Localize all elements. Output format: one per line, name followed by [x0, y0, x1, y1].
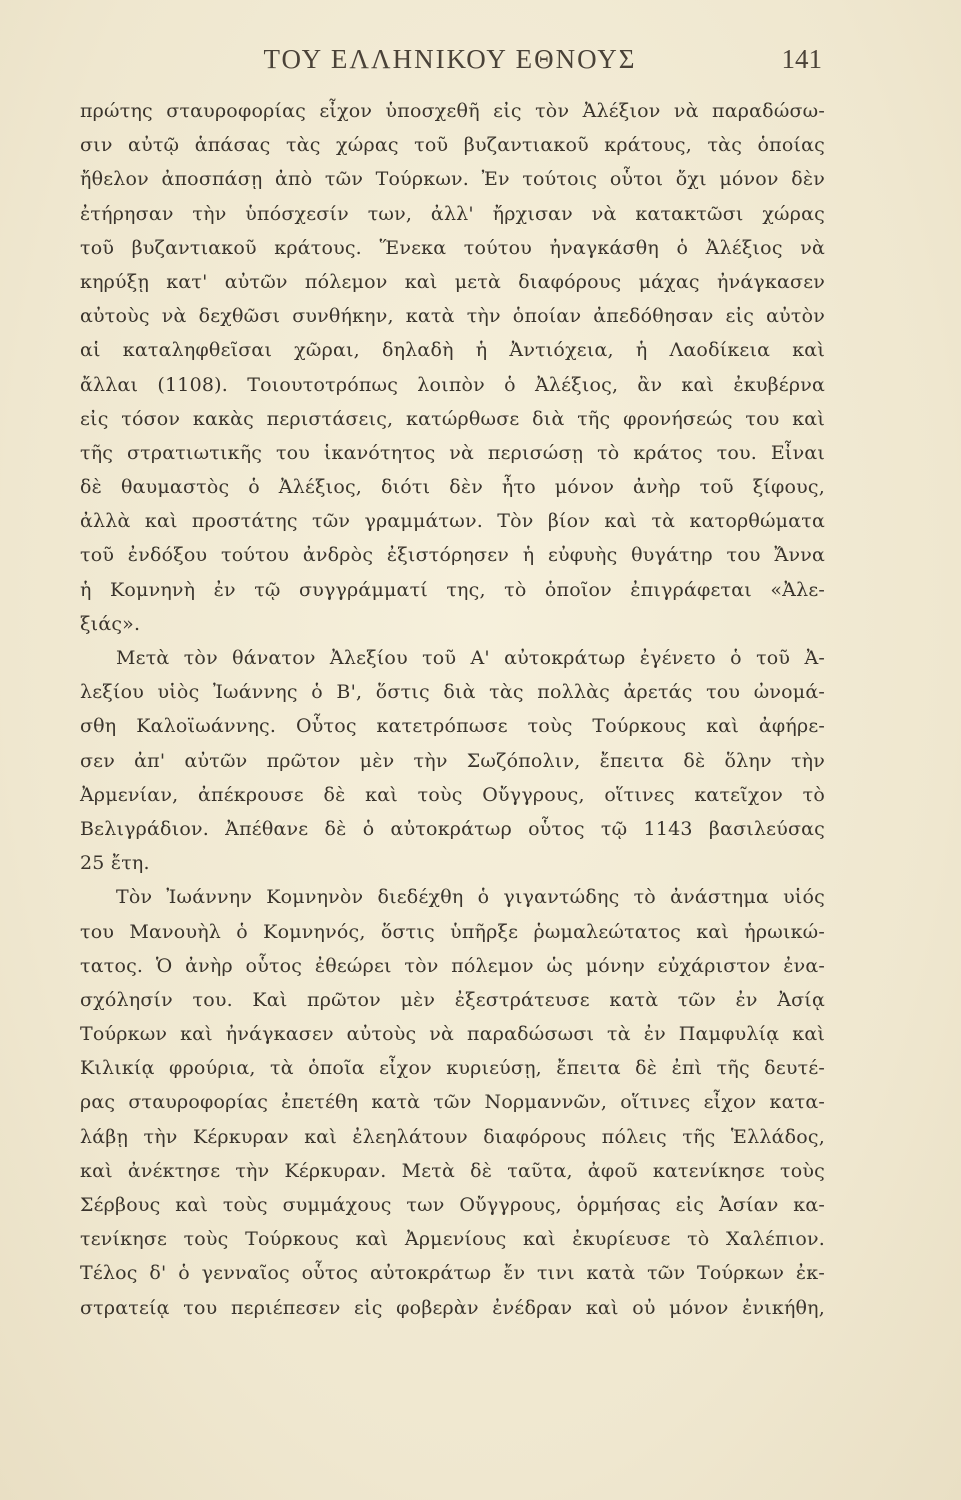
- text-line: ἐτήρησαν τὴν ὑπόσχεσίν των, ἀλλ' ἤρχισαν νὰ κατακτῶσι χώρας: [80, 202, 825, 225]
- text-line: δὲ θαυμαστὸς ὁ Ἀλέξιος, διότι δὲν ἦτο μόνον ἀνὴρ τοῦ ξίφους,: [80, 476, 825, 499]
- text-line: πρώτης σταυροφορίας εἶχον ὑποσχεθῆ εἰς τὸν Ἀλέξιον νὰ παραδώσω-: [80, 100, 825, 122]
- text-line: ρας σταυροφορίας ἐπετέθη κατὰ τῶν Νορμαννῶν, οἵτινες εἶχον κατα-: [80, 1091, 825, 1114]
- text-line: εἰς τόσον κακὰς περιστάσεις, κατώρθωσε διὰ τῆς φρονήσεώς του καὶ: [80, 407, 825, 430]
- text-line: σεν ἀπ' αὐτῶν πρῶτον μὲν τὴν Σωζόπολιν, ἔπειτα δὲ ὅλην τὴν: [80, 749, 825, 772]
- text-line: Σέρβους καὶ τοὺς συμμάχους των Οὔγγρους, ὁρμήσας εἰς Ἀσίαν κα-: [80, 1194, 825, 1216]
- text-line: τοῦ βυζαντιακοῦ κράτους. Ἕνεκα τούτου ἠναγκάσθη ὁ Ἀλέξιος νὰ: [80, 236, 825, 259]
- body-text: [80, 94, 825, 1325]
- text-line: αἱ καταληφθεῖσαι χῶραι, δηλαδὴ ἡ Ἀντιόχεια, ἡ Λαοδίκεια καὶ: [80, 339, 825, 362]
- text-line: ἄλλαι (1108). Τοιουτοτρόπως λοιπὸν ὁ Ἀλέξιος, ἂν καὶ ἐκυβέρνα: [80, 373, 825, 396]
- text-line: αὐτοὺς νὰ δεχθῶσι συνθήκην, κατὰ τὴν ὁποίαν ἀπεδόθησαν εἰς αὐτὸν: [80, 305, 825, 328]
- text-line: τατος. Ὁ ἀνὴρ οὗτος ἐθεώρει τὸν πόλεμον ὡς μόνην εὐχάριστον ἐνα-: [80, 954, 825, 977]
- text-line: 25 ἔτη.: [80, 852, 150, 875]
- text-line: σχόλησίν του. Καὶ πρῶτον μὲν ἐξεστράτευσε κατὰ τῶν ἐν Ἀσίᾳ: [80, 988, 825, 1011]
- text-line: λεξίου υἱὸς Ἰωάννης ὁ Β', ὅστις διὰ τὰς πολλὰς ἀρετάς του ὠνομά-: [80, 681, 825, 704]
- text-line: τοῦ ἐνδόξου τούτου ἀνδρὸς ἐξιστόρησεν ἡ εὐφυὴς θυγάτηρ του Ἄννα: [80, 544, 825, 567]
- text-line: Τὸν Ἰωάννην Κομνηνὸν διεδέχθη ὁ γιγαντώδης τὸ ἀνάστημα υἱός: [116, 886, 825, 909]
- text-line: Τούρκων καὶ ἠνάγκασεν αὐτοὺς νὰ παραδώσωσι τὰ ἐν Παμφυλίᾳ καὶ: [80, 1023, 825, 1046]
- page-number: 141: [781, 44, 822, 74]
- text-line: Ἀρμενίαν, ἀπέκρουσε δὲ καὶ τοὺς Οὔγγρους, οἵτινες κατεῖχον τὸ: [80, 783, 825, 806]
- text-line: λάβῃ τὴν Κέρκυραν καὶ ἐλεηλάτουν διαφόρους πόλεις τῆς Ἑλλάδος,: [80, 1125, 825, 1148]
- text-line: ἤθελον ἀποσπάσῃ ἀπὸ τῶν Τούρκων. Ἐν τούτοις οὗτοι ὄχι μόνον δὲν: [80, 168, 825, 191]
- text-line: σθη Καλοϊωάννης. Οὗτος κατετρόπωσε τοὺς Τούρκους καὶ ἀφήρε-: [80, 715, 825, 738]
- text-line: ἀλλὰ καὶ προστάτης τῶν γραμμάτων. Τὸν βίον καὶ τὰ κατορθώματα: [80, 510, 825, 533]
- text-line: του Μανουὴλ ὁ Κομνηνός, ὅστις ὑπῆρξε ῥωμαλεώτατος καὶ ἡρωικώ-: [80, 920, 825, 943]
- text-line: καὶ ἀνέκτησε τὴν Κέρκυραν. Μετὰ δὲ ταῦτα, ἀφοῦ κατενίκησε τοὺς: [80, 1159, 825, 1182]
- text-line: Τέλος δ' ὁ γενναῖος οὗτος αὐτοκράτωρ ἔν τινι κατὰ τῶν Τούρκων ἐκ-: [80, 1262, 825, 1285]
- text-line: κηρύξῃ κατ' αὐτῶν πόλεμον καὶ μετὰ διαφόρους μάχας ἠνάγκασεν: [80, 270, 825, 293]
- running-title: ΤΟΥ ΕΛΛΗΝΙΚΟΥ ΕΘΝΟΥΣ: [263, 44, 637, 74]
- text-line: ξιάς».: [80, 612, 141, 635]
- text-line: στρατείᾳ του περιέπεσεν εἰς φοβερὰν ἐνέδραν καὶ οὐ μόνον ἐνικήθη,: [80, 1296, 825, 1319]
- text-line: τῆς στρατιωτικῆς του ἱκανότητος νὰ περισώσῃ τὸ κράτος του. Εἶναι: [80, 441, 825, 464]
- text-line: σιν αὐτῷ ἁπάσας τὰς χώρας τοῦ βυζαντιακοῦ κράτους, τὰς ὁποίας: [80, 134, 825, 157]
- running-head: [80, 44, 820, 84]
- text-line: Μετὰ τὸν θάνατον Ἀλεξίου τοῦ Α' αὐτοκράτωρ ἐγένετο ὁ τοῦ Ἀ-: [116, 647, 825, 669]
- text-line: τενίκησε τοὺς Τούρκους καὶ Ἀρμενίους καὶ ἐκυρίευσε τὸ Χαλέπιον.: [80, 1228, 825, 1251]
- text-line: Κιλικίᾳ φρούρια, τὰ ὁποῖα εἶχον κυριεύσῃ, ἔπειτα δὲ ἐπὶ τῆς δευτέ-: [80, 1057, 825, 1080]
- text-line: Βελιγράδιον. Ἀπέθανε δὲ ὁ αὐτοκράτωρ οὗτος τῷ 1143 βασιλεύσας: [80, 817, 825, 840]
- text-line: ἡ Κομνηνὴ ἐν τῷ συγγράμματί της, τὸ ὁποῖον ἐπιγράφεται «Ἀλε-: [80, 578, 825, 601]
